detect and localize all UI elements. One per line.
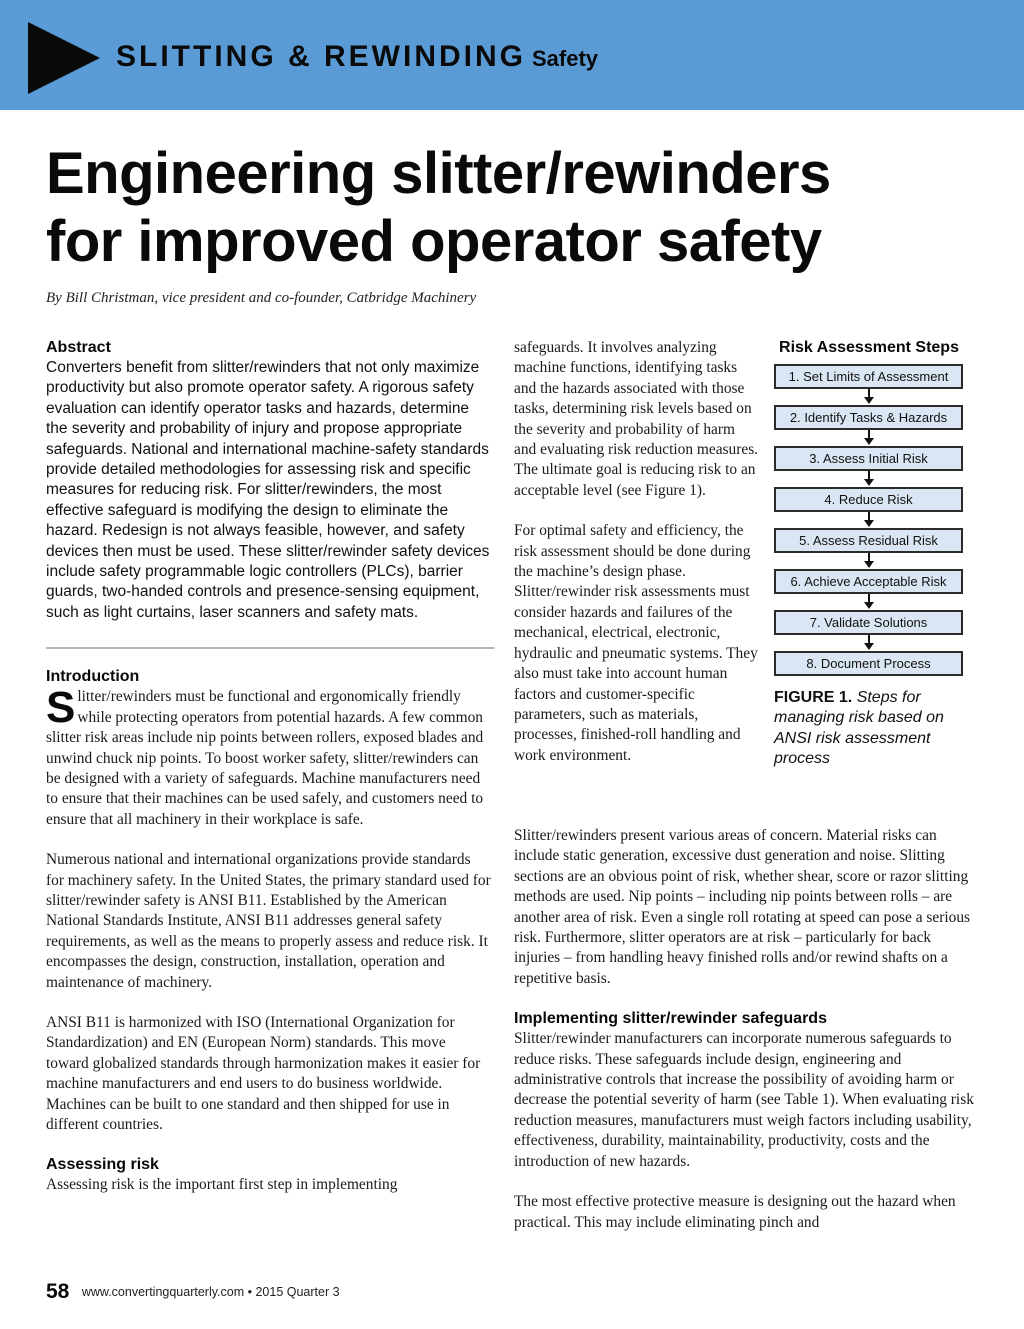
flow-step: 8. Document Process [774,651,963,676]
down-arrow-icon [774,512,963,528]
title-line-2: for improved operator safety [46,209,822,274]
down-arrow-icon [774,635,963,651]
page-footer [46,1280,340,1304]
figure-caption-text: Steps for managing risk based on ANSI risk assessment process [774,689,944,768]
section-subname: Safety [531,46,599,71]
flow-step: 1. Set Limits of Assessment [774,364,963,389]
introduction-paragraph-3: ANSI B11 is harmonized with ISO (International Organization for Standardization) and EN (European Norm) standards. This move toward globalized standards through harmonization makes it easier for machine manufacturers and end users to do business worldwide. Machines can be built to one standard and then shipped for use in different countries. [46,1013,481,1133]
section-name: SLITTING & REWINDING [116,40,526,73]
section-label [116,40,598,74]
introduction-paragraph-2: Numerous national and international organizations provide standards for machinery safety. In the United States, the primary standard used for slitter/rewinder safety is ANSI B11. Established by the American National Standards Institute, ANSI B11 addresses general safety requirements, as well as the means to properly assess and reduce risk. It encompasses the design, construction, installation, operation and maintenance of machinery. [46,851,491,991]
assessing-risk-paragraph-3: Slitter/rewinders present various areas of concern. Material risks can include static generation, excessive dust generation and noise. Slitting sections are an obvious point of risk, whether shear, score or razor slitting methods are used. Nip points – including nip points between rolls – are another area of risk. Even a single roll rotating at speed can pose a serious risk. Furthermore, slitter operators are at risk – particularly for back injuries – from handling heavy finished rolls and/or rewind shafts on a repetitive basis. [514,827,971,987]
down-arrow-icon [774,553,963,569]
abstract-heading: Abstract [46,339,111,356]
figure-caption [774,688,964,770]
implementing-paragraph-2: The most effective protective measure is designing out the hazard when practical. This may include eliminating pinch and [514,1193,956,1231]
figure-caption-label: FIGURE 1. [774,689,853,706]
down-arrow-icon [774,389,963,405]
middle-column [514,338,760,766]
flowchart [774,364,964,676]
down-arrow-icon [774,594,963,610]
figure-title: Risk Assessment Steps [779,339,959,356]
footer-info: www.convertingquarterly.com • 2015 Quarter 3 [81,1285,340,1299]
flow-step: 5. Assess Residual Risk [774,528,963,553]
flow-step: 2. Identify Tasks & Hazards [774,405,963,430]
assessing-risk-heading: Assessing risk [46,1156,159,1174]
play-triangle-icon [28,22,100,94]
flow-step: 3. Assess Initial Risk [774,446,963,471]
byline: By Bill Christman, vice president and co-founder, Catbridge Machinery [46,290,477,306]
page-number: 58 [46,1280,70,1303]
title-line-1: Engineering slitter/rewinders [46,141,831,206]
implementing-paragraph-1: Slitter/rewinder manufacturers can incorporate numerous safeguards to reduce risks. These safeguards include design, engineering and administrative controls that increase the possibility of avoiding harm or decrease the potential severity of harm (see Table 1). When evaluating risk reduction measures, manufacturers must weigh factors including usability, effectiveness, durability, maintainability, productivity, costs and the introduction of new hazards. [514,1030,974,1170]
flow-step: 7. Validate Solutions [774,610,963,635]
left-column [46,338,492,1196]
flow-step: 6. Achieve Acceptable Risk [774,569,963,594]
flow-step: 4. Reduce Risk [774,487,963,512]
assessing-risk-paragraph-start: Assessing risk is the important first step in implementing [46,1176,398,1194]
introduction-paragraph-1-text: litter/rewinders must be functional and ergonomically friendly while protecting operators from potential hazards. A few common slitter risk areas include nip points between rollers, exposed blades and unwind chuck nip points. To boost worker safety, slitter/rewinders can be designed with a variety of safeguards. Machine manufacturers need to ensure that their machines can be used safely, and customers need to ensure that all machinery in their workplace is safe. [46,688,484,828]
abstract-text: Converters benefit from slitter/rewinders that not only maximize productivity but also promote operator safety. A rigorous safety evaluation can identify operator tasks and hazards, determine the severity and probability of injury and propose appropriate safeguards. National and international machine-safety standards provide detailed methodologies for assessing risk and specific measures for reducing risk. For slitter/rewinders, the most effective safeguard is modifying the design to eliminate the hazard. Redesign is not always feasible, however, and safety devices then must be used. These slitter/rewinder safety devices include safety programmable logic controllers (PLCs), barrier guards, two-handed controls and presence-sensing equipment, such as light curtains, laser scanners and safety mats. [46,359,490,621]
article-title [46,140,986,276]
risk-assessment-figure [774,338,964,770]
section-divider [46,647,494,649]
implementing-safeguards-heading: Implementing slitter/rewinder safeguards [514,1010,827,1028]
right-column [514,826,974,1233]
section-header-band [0,0,1024,110]
introduction-heading: Introduction [46,668,140,686]
assessing-risk-paragraph-continued: safeguards. It involves analyzing machine functions, identifying tasks and the hazards associated with those tasks, determining risk levels based on the severity and probability of harm and evaluating risk reduction measures. The ultimate goal is reducing risk to an acceptable level (see Figure 1). [514,339,759,499]
down-arrow-icon [774,471,963,487]
drop-cap: S [46,683,76,733]
introduction-paragraph-1 [46,683,492,830]
down-arrow-icon [774,430,963,446]
assessing-risk-paragraph-2: For optimal safety and efficiency, the risk assessment should be done during the machine’s design phase. Slitter/rewinder risk assessments must consider hazards and failures of the mechanical, electrical, electronic, hydraulic and pneumatic systems. They also must take into account human factors and customer-specific parameters, such as materials, processes, finished-roll handling and work environment. [514,522,758,764]
